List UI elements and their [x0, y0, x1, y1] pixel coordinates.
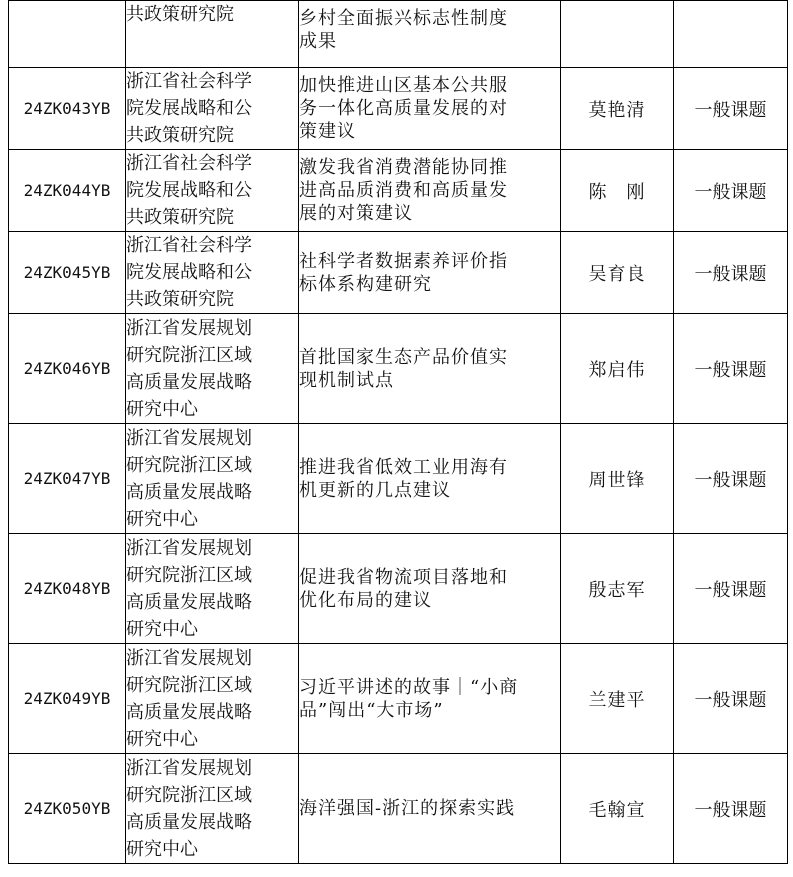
institution [126, 644, 299, 754]
project-category: 一般课题 [674, 150, 788, 232]
institution-line: 高质量发展战略 [126, 371, 252, 393]
title-line: 首批国家生态产品价值实 [299, 346, 508, 368]
institution-line: 院发展战略和公 [126, 180, 252, 201]
institution-line: 研究院浙江区域 [126, 564, 252, 586]
institution-line: 浙江省社会科学 [126, 153, 252, 174]
page-edge-dots [672, 860, 787, 862]
project-title [299, 1, 561, 68]
project-title [299, 68, 561, 150]
project-category [674, 1, 788, 68]
title-line: 现机制试点 [299, 369, 394, 391]
institution-line: 研究中心 [126, 398, 198, 420]
principal-investigator: 殷志军 [561, 534, 674, 644]
table-row [9, 232, 788, 314]
institution-line: 研究中心 [126, 618, 198, 640]
institution-line: 研究中心 [126, 728, 198, 750]
title-line: 成果 [299, 31, 337, 52]
principal-investigator: 周世锋 [561, 424, 674, 534]
title-line: 务一体化高质量发展的对 [299, 98, 508, 119]
project-category: 一般课题 [674, 754, 788, 864]
principal-investigator [561, 1, 674, 68]
project-category: 一般课题 [674, 68, 788, 150]
institution [126, 754, 299, 864]
institution-line: 共政策研究院 [126, 207, 234, 228]
title-line: 标体系构建研究 [299, 273, 432, 295]
institution-line: 浙江省发展规划 [126, 757, 252, 779]
project-id: 24ZK049YB [9, 644, 126, 754]
institution-line: 院发展战略和公 [126, 98, 252, 119]
institution [126, 1, 299, 68]
title-line: 策建议 [299, 121, 356, 142]
project-title [299, 534, 561, 644]
table-row [9, 150, 788, 232]
institution-line: 高质量发展战略 [126, 591, 252, 613]
principal-investigator: 兰建平 [561, 644, 674, 754]
project-title [299, 424, 561, 534]
project-category: 一般课题 [674, 534, 788, 644]
table-row [9, 314, 788, 424]
project-id: 24ZK046YB [9, 314, 126, 424]
institution-line: 共政策研究院 [126, 4, 234, 25]
title-line: 习近平讲述的故事｜“小商 [299, 676, 519, 698]
project-title [299, 232, 561, 314]
title-line: 进高品质消费和高质量发 [299, 180, 508, 201]
project-id: 24ZK044YB [9, 150, 126, 232]
institution-line: 高质量发展战略 [126, 701, 252, 723]
table-row [9, 424, 788, 534]
project-id [9, 1, 126, 68]
principal-investigator: 吴育良 [561, 232, 674, 314]
institution [126, 314, 299, 424]
title-line: 推进我省低效工业用海有 [299, 456, 508, 478]
institution-line: 浙江省社会科学 [126, 71, 252, 92]
table-row [9, 68, 788, 150]
institution-line: 研究中心 [126, 838, 198, 860]
project-title [299, 754, 561, 864]
project-category: 一般课题 [674, 314, 788, 424]
project-title [299, 150, 561, 232]
institution-line: 研究院浙江区域 [126, 784, 252, 806]
institution [126, 232, 299, 314]
project-category: 一般课题 [674, 232, 788, 314]
institution-line: 研究院浙江区域 [126, 344, 252, 366]
institution-line: 浙江省发展规划 [126, 427, 252, 449]
institution-line: 浙江省发展规划 [126, 647, 252, 669]
project-title [299, 644, 561, 754]
institution-line: 共政策研究院 [126, 125, 234, 146]
project-table [8, 0, 788, 864]
institution-line: 研究院浙江区域 [126, 674, 252, 696]
table-row [9, 534, 788, 644]
principal-investigator: 陈 刚 [561, 150, 674, 232]
table-row [9, 644, 788, 754]
project-id: 24ZK047YB [9, 424, 126, 534]
principal-investigator: 毛翰宣 [561, 754, 674, 864]
institution [126, 150, 299, 232]
title-line: 展的对策建议 [299, 203, 413, 224]
institution-line: 高质量发展战略 [126, 481, 252, 503]
title-line: 加快推进山区基本公共服 [299, 75, 508, 96]
title-line: 海洋强国-浙江的探索实践 [299, 798, 516, 819]
institution [126, 68, 299, 150]
project-id: 24ZK050YB [9, 754, 126, 864]
institution-line: 研究中心 [126, 508, 198, 530]
project-category: 一般课题 [674, 644, 788, 754]
title-line: 激发我省消费潜能协同推 [299, 157, 508, 178]
institution [126, 534, 299, 644]
project-id: 24ZK045YB [9, 232, 126, 314]
institution-line: 院发展战略和公 [126, 262, 252, 283]
title-line: 社科学者数据素养评价指 [299, 250, 508, 272]
project-title [299, 314, 561, 424]
institution-line: 浙江省发展规划 [126, 317, 252, 339]
title-line: 乡村全面振兴标志性制度 [299, 8, 508, 29]
institution-line: 共政策研究院 [126, 289, 234, 310]
institution-line: 高质量发展战略 [126, 811, 252, 833]
institution-line: 浙江省发展规划 [126, 537, 252, 559]
institution-line: 浙江省社会科学 [126, 235, 252, 256]
table-row [9, 1, 788, 68]
title-line: 促进我省物流项目落地和 [299, 566, 508, 588]
institution [126, 424, 299, 534]
project-id: 24ZK043YB [9, 68, 126, 150]
project-category: 一般课题 [674, 424, 788, 534]
project-id: 24ZK048YB [9, 534, 126, 644]
title-line: 机更新的几点建议 [299, 479, 451, 501]
principal-investigator: 郑启伟 [561, 314, 674, 424]
principal-investigator: 莫艳清 [561, 68, 674, 150]
title-line: 优化布局的建议 [299, 589, 432, 611]
title-line: 品”闯出“大市场” [299, 699, 444, 721]
institution-line: 研究院浙江区域 [126, 454, 252, 476]
table-row [9, 754, 788, 864]
